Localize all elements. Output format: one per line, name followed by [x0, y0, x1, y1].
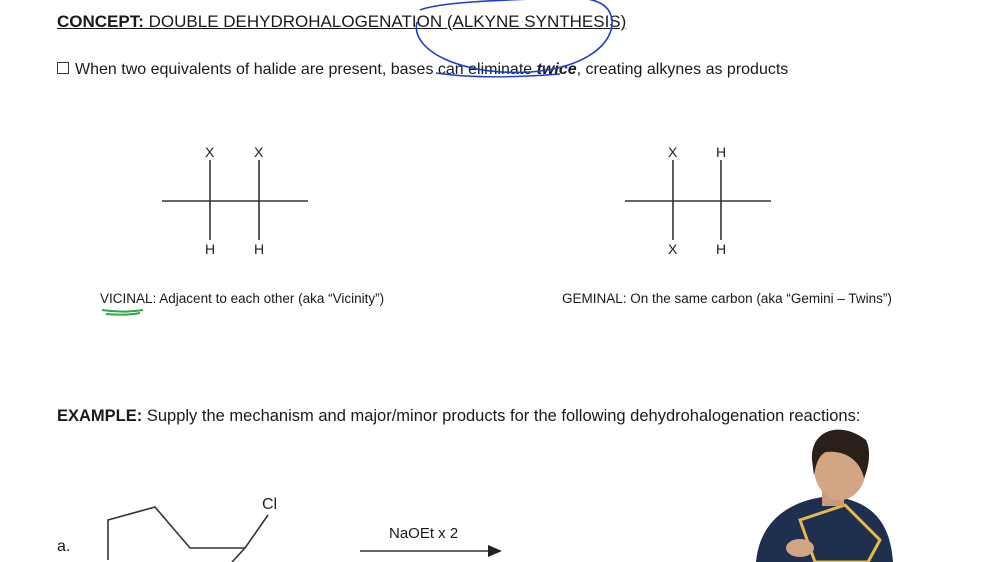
vicinal-caption: [100, 291, 384, 306]
vicinal-atom-top-left: X: [205, 144, 215, 160]
vicinal-atom-bottom-left: H: [205, 241, 216, 257]
annotation-strike: [436, 73, 560, 77]
geminal-term: GEMINAL: [562, 291, 623, 306]
geminal-atom-top-left: X: [668, 144, 678, 160]
problem-a-label: a.: [57, 538, 71, 555]
geminal-atom-bottom-left: X: [668, 241, 678, 257]
substituent-cl: Cl: [262, 496, 278, 513]
vicinal-highlight: [102, 310, 143, 315]
example-prompt: [57, 407, 860, 426]
bullet-text-before: When two equivalents of halide are present, bases can eliminate: [75, 61, 537, 78]
concept-title: DOUBLE DEHYDROHALOGENATION (ALKYNE SYNTHESIS): [148, 12, 627, 31]
vicinal-structure: [162, 160, 308, 240]
geminal-description: : On the same carbon (aka “Gemini – Twins”): [622, 291, 892, 306]
geminal-structure: [625, 160, 771, 240]
presenter-video: [756, 430, 893, 562]
vicinal-description: : Adjacent to each other (aka “Vicinity”): [152, 291, 385, 306]
reagent-label: NaOEt x 2: [389, 525, 459, 542]
geminal-caption: [562, 291, 892, 306]
reaction-arrow: [360, 545, 502, 557]
geminal-atom-top-right: H: [716, 144, 727, 160]
annotation-circle: [416, 0, 612, 72]
example-text: Supply the mechanism and major/minor products for the following dehydrohalogenation reactions:: [142, 407, 861, 425]
concept-label: CONCEPT:: [57, 12, 144, 31]
vicinal-atom-top-right: X: [254, 144, 264, 160]
example-label: EXAMPLE:: [57, 407, 143, 425]
geminal-atom-bottom-right: H: [716, 241, 727, 257]
cyclohexane-substrate: [108, 507, 268, 562]
bullet-emphasis: twice: [536, 61, 577, 78]
vicinal-term: VICINAL: [100, 291, 153, 306]
vicinal-atom-bottom-right: H: [254, 241, 265, 257]
bullet-text-after: , creating alkynes as products: [576, 61, 789, 78]
